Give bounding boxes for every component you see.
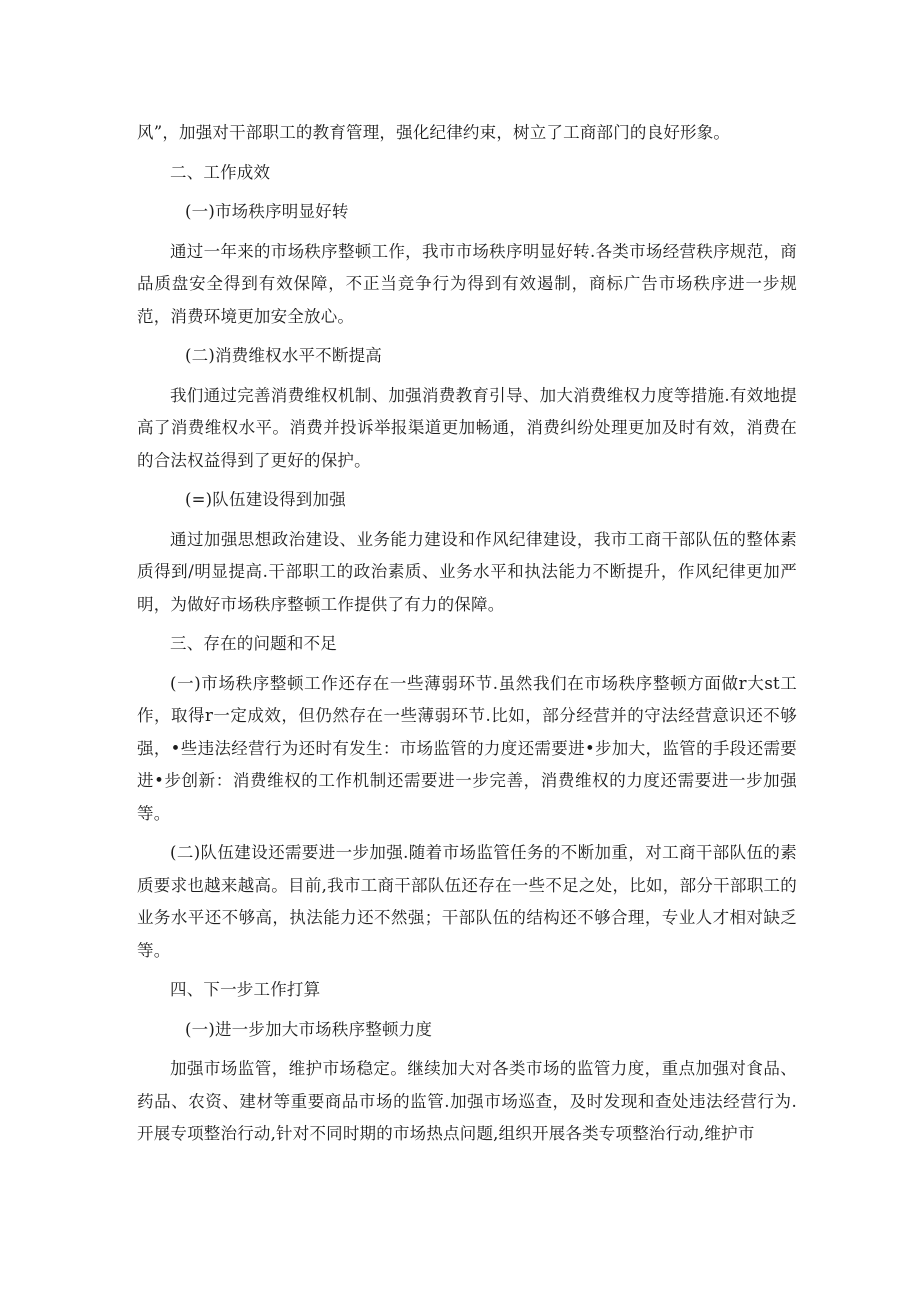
document-body: [137, 117, 797, 1158]
paragraph-problem-weak-links: (一)市场秩序整顿工作还存在一些薄弱环节.虽然我们在市场秩序整顿方面做r大st工作，取得r一定成效，但仍然存在一些薄弱环节.比如，部分经营并的守法经营意识还不够强，•些违法经营行为还时有发生：市场监管的力度还需要进•步加大，监管的手段还需要进•步创新：消费维权的工作机制还需要进一步完善，消费维权的力度还需要进一步加强等。: [137, 673, 797, 823]
subheading-consumer-rights: (二)消费维权水平不断提高: [185, 346, 382, 365]
paragraph-team-building: 通过加强思想政治建设、业务能力建设和作风纪律建设，我市工商干部队伍的整体素质得到/明显提高.干部职工的政治素质、业务水平和执法能力不断提升，作风纪律更加严明，为做好市场秩序整顿工作提供了有力的保障。: [137, 529, 797, 614]
subheading-team-building: (=)队伍建设得到加强: [185, 490, 346, 509]
paragraph-problem-team: (二)队伍建设还需要进一步加强.随着市场监管任务的不断加重，对工商干部队伍的素质要求也越来越高。目前,我市工商干部队伍还存在一些不足之处，比如，部分干部职工的业务水平还不够高，执法能力还不然强；干部队伍的结构还不够合理，专业人才相对缺乏等。: [137, 843, 797, 960]
section-heading-problems: 三、存在的问题和不足: [170, 634, 337, 653]
paragraph-market-order: 通过一年来的市场秩序整顿工作，我市市场秩序明显好转.各类市场经营秩序规范，商品质盘安全得到有效保障，不正当竞争行为得到有效遏制，商标广告市场秩序进一步规范，消费环境更加安全放心。: [137, 241, 797, 326]
paragraph-next-market-order: 加强市场监管，维护市场稳定。继续加大对各类市场的监管力度，重点加强对食品、药品、农资、建材等重要商品市场的监管.加强市场巡查，及时发现和查处违法经营行为.开展专项整治行动,针对不同时期的市场热点问题,组织开展各类专项整治行动,维护市: [137, 1059, 797, 1143]
subheading-market-order: (一)市场秩序明显好转: [185, 202, 349, 221]
subheading-next-market-order: (一)进一步加大市场秩序整顿力度: [185, 1019, 433, 1039]
paragraph-consumer-rights: 我们通过完善消费维权机制、加强消费教育引导、加大消费维权力度等措施.有效地提高了消费维权水平。消费并投诉举报渠道更加畅通，消费纠纷处理更加及时有效，消费在的合法权益得到了更好的保护。: [137, 385, 797, 470]
section-heading-next-steps: 四、下一步工作打算: [170, 980, 321, 999]
paragraph-continuation: 风”，加强对干部职工的教育管理，强化纪律约束，树立了工商部门的良好形象。: [137, 123, 731, 142]
section-heading-achievements: 二、工作成效: [170, 162, 271, 182]
